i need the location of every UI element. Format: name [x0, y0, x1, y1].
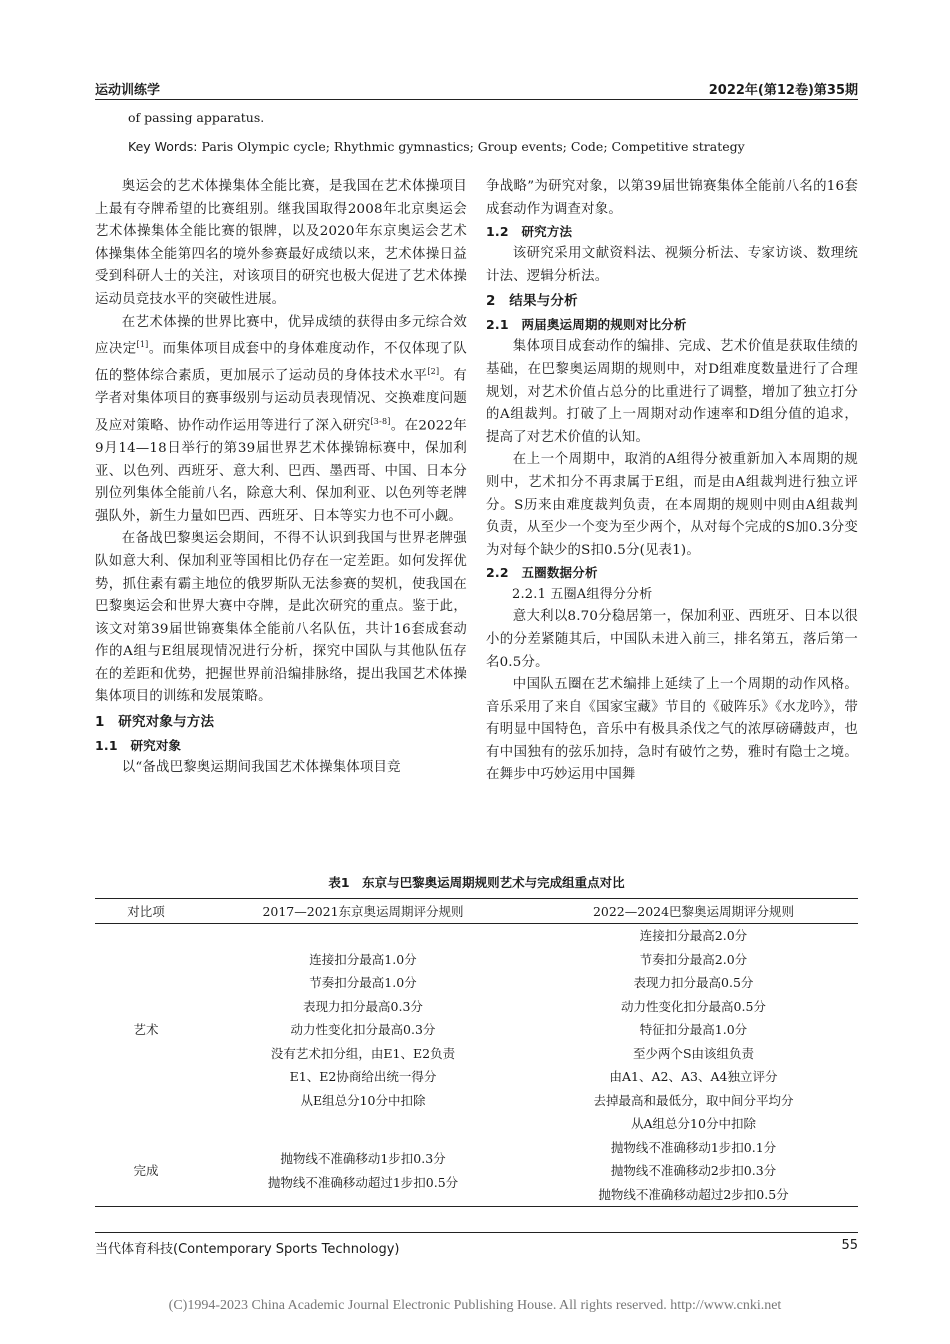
subsection-heading: 1.2 研究方法: [486, 224, 573, 240]
paragraph: 争战略”为研究对象，以第39届世锦赛集体全能前八名的16套成套动作为调查对象。: [486, 179, 858, 217]
keywords: [128, 137, 745, 157]
table-row: [95, 924, 858, 1136]
paragraph: 奥运会的艺术体操集体全能比赛，是我国在艺术体操项目上最有夺牌希望的比赛组别。继我国取得2008年北京奥运会艺术体操集体全能比赛的银牌，以及2020年东京奥运会艺术体操集体全能第四名的境外参赛最好成绩以来，艺术体操日益受到科研人士的关注，对该项目的研究也极大促进了艺术体操运动员竞技水平的突破性进展。: [95, 179, 467, 307]
paragraph: 意大利以8.70分稳居第一，保加利亚、西班牙、日本以很小的分差紧随其后，中国队未进入前三，排名第五，落后第一名0.5分。: [486, 609, 858, 670]
paragraph: 中国队五圈在艺术编排上延续了上一个周期的动作风格。音乐采用了来自《国家宝藏》节目的《破阵乐》《水龙吟》，带有明显中国特色，音乐中有极具杀伐之气的浓厚磅礴鼓声，也有中国独有的弦乐加持，急时有破竹之势，雅时有隐士之境。在舞步中巧妙运用中国舞: [486, 677, 858, 783]
paragraph: 在艺术体操的世界比赛中，优异成绩的获得由多元综合效应决定[1]。而集体项目成套中的身体难度动作，不仅体现了队伍的整体综合素质，更加展示了运动员的身体技术水平[2]。有学者对集体项目的赛事级别与运动员表现情况、交换难度问题及应对策略、协作动作运用等进行了深入研究[3-8]。在2022年9月14—18日举行的第39届世界艺术体操锦标赛中，保加利亚、以色列、西班牙、意大利、巴西、墨西哥、中国、日本分别位列集体全能前八名，除意大利、保加利亚、以色列等老牌强队外，新生力量如巴西、西班牙、日本等实力也不可小觑。: [95, 314, 467, 524]
paragraph: 该研究采用文献资料法、视频分析法、专家访谈、数理统计法、逻辑分析法。: [486, 246, 858, 284]
table-caption: 表1 东京与巴黎奥运周期规则艺术与完成组重点对比: [328, 875, 625, 890]
header-rule: [95, 99, 858, 100]
footer-journal: 当代体育科技(Contemporary Sports Technology): [95, 1242, 400, 1257]
table-header-row: [95, 899, 858, 924]
left-column: [95, 176, 467, 780]
citation: [1]: [136, 340, 149, 350]
table-cell-old: 连接扣分最高1.0分 节奏扣分最高1.0分 表现力扣分最高0.3分 动力性变化扣分最高0.3分 没有艺术扣分组，由E1、E2负责 E1、E2协商给出统一得分 从E组总分10分中扣除: [270, 951, 456, 1108]
copyright-notice: (C)1994-2023 China Academic Journal Electronic Publishing House. All rights reserved. http://www.cnki.net: [168, 1298, 782, 1313]
subsection-heading: 2.2 五圈数据分析: [486, 565, 598, 581]
section-heading: 1 研究对象与方法: [95, 714, 215, 731]
citation: [2]: [427, 367, 440, 377]
keywords-text: Paris Olympic cycle; Rhythmic gymnastics; Group events; Code; Competitive strategy: [201, 139, 745, 154]
table-header: 2022—2024巴黎奥运周期评分规则: [529, 899, 858, 924]
paragraph: 集体项目成套动作的编排、完成、艺术价值是获取佳绩的基础，在巴黎奥运周期的规则中，对D组难度数量进行了合理规划，对艺术价值占总分的比重进行了调整，增加了独立打分的A组裁判。打破了上一周期对动作速率和D组分值的追求，提高了对艺术价值的认知。: [486, 339, 858, 445]
subsection-heading: 1.1 研究对象: [95, 738, 182, 754]
abstract-tail: of passing apparatus.: [128, 110, 265, 125]
table-row: [95, 1136, 858, 1207]
table-header: 2017—2021东京奥运周期评分规则: [197, 899, 529, 924]
subsubsection-heading: 2.2.1 五圈A组得分分析: [512, 587, 653, 603]
table-cell-item: 艺术: [133, 1022, 159, 1037]
paragraph: 以“备战巴黎奥运期间我国艺术体操集体项目竞: [121, 760, 401, 776]
issue-header: 2022年(第12卷)第35期: [708, 83, 858, 98]
section-heading: 2 结果与分析: [486, 293, 578, 310]
journal-header: 运动训练学: [95, 83, 161, 98]
keywords-label: Key Words:: [128, 139, 198, 154]
table-cell-new: 连接扣分最高2.0分 节奏扣分最高2.0分 表现力扣分最高0.5分 动力性变化扣分最高0.5分 特征扣分最高1.0分 至少两个S由该组负责 由A1、A2、A3、A4独立评分 去掉最高和最低分，取中间分平均分 从A组总分10分中扣除: [593, 928, 794, 1131]
subsection-heading: 2.1 两届奥运周期的规则对比分析: [486, 317, 687, 333]
paragraph: 在备战巴黎奥运会期间，不得不认识到我国与世界老牌强队如意大利、保加利亚等国相比仍存在一定差距。如何发挥优势，抓住素有霸主地位的俄罗斯队无法参赛的契机，使我国在巴黎奥运会和世界大赛中夺牌，是此次研究的重点。鉴于此，该文对第39届世锦赛集体全能前八名队伍，共计16套成套动作的A组与E组展现情况进行分析，探究中国队与其他队伍存在的差距和优势，把握世界前沿编排脉络，提出我国艺术体操集体项目的训练和发展策略。: [95, 531, 467, 705]
rules-comparison-table: [95, 898, 858, 1207]
table-cell-item: 完成: [133, 1163, 159, 1178]
table-cell-old: 抛物线不准确移动1步扣0.3分 抛物线不准确移动超过1步扣0.5分: [267, 1151, 459, 1190]
citation: [3-8]: [370, 416, 391, 426]
right-column: [486, 176, 858, 787]
page-number: 55: [841, 1238, 858, 1253]
paragraph: 在上一个周期中，取消的A组得分被重新加入本周期的规则中，艺术扣分不再隶属于E组，而是由A组裁判进行独立评分。S历来由难度裁判负责，在本周期的规则中则由A组裁判负责，从至少一个变为至少两个，从对每个完成的S加0.3分变为对每个缺少的S扣0.5分(见表1)。: [486, 452, 858, 558]
footer-rule: [95, 1232, 858, 1233]
table-cell-new: 抛物线不准确移动1步扣0.1分 抛物线不准确移动2步扣0.3分 抛物线不准确移动超过2步扣0.5分: [598, 1139, 789, 1202]
table-header: 对比项: [95, 899, 197, 924]
